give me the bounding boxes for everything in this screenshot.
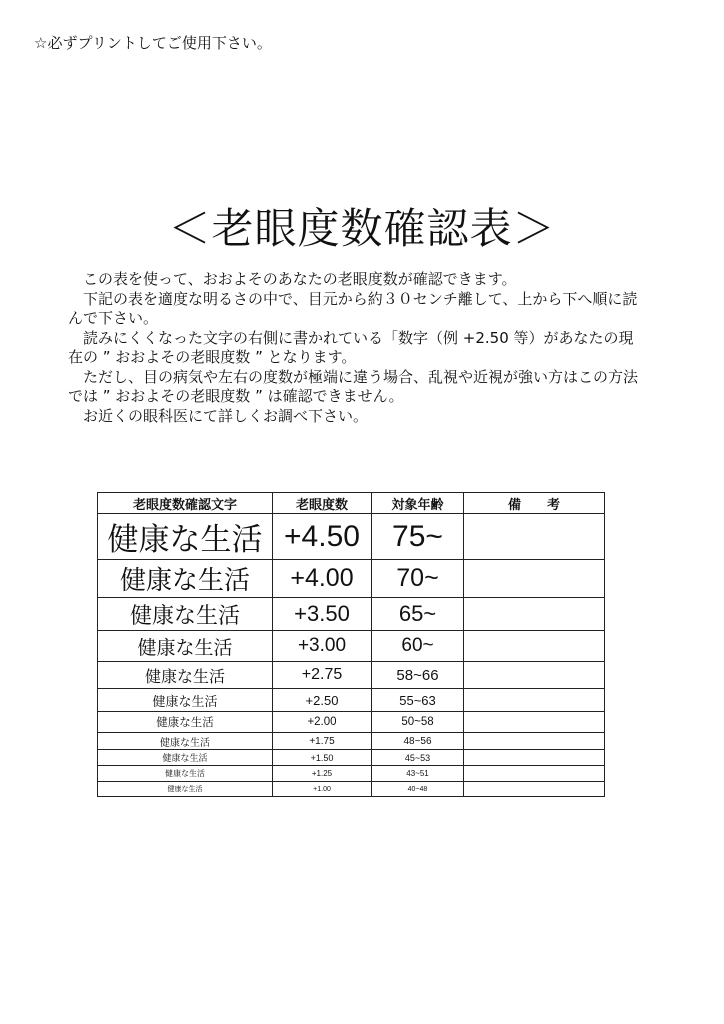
power-value: +2.00	[273, 712, 372, 733]
power-value: +1.75	[273, 733, 372, 750]
age-range: 55~63	[372, 689, 464, 712]
test-text: 健康な生活	[98, 782, 273, 797]
age-range: 75~	[372, 514, 464, 560]
test-text: 健康な生活	[98, 514, 273, 560]
remarks-cell	[464, 766, 605, 782]
table-row	[98, 750, 605, 766]
test-text: 健康な生活	[98, 733, 273, 750]
test-text: 健康な生活	[98, 560, 273, 598]
remarks-cell	[464, 733, 605, 750]
age-range: 48~56	[372, 733, 464, 750]
table-row	[98, 631, 605, 662]
intro-text	[68, 270, 648, 426]
power-value: +1.00	[273, 782, 372, 797]
reading-test-table	[97, 492, 605, 797]
age-range: 58~66	[372, 662, 464, 689]
age-range: 50~58	[372, 712, 464, 733]
remarks-cell	[464, 750, 605, 766]
table-row	[98, 662, 605, 689]
intro-paragraph: お近くの眼科医にて詳しくお調べ下さい。	[68, 406, 369, 425]
age-range: 60~	[372, 631, 464, 662]
remarks-cell	[464, 712, 605, 733]
power-value: +3.00	[273, 631, 372, 662]
table-row	[98, 598, 605, 631]
power-value: +2.75	[273, 662, 372, 689]
remarks-cell	[464, 689, 605, 712]
intro-paragraph: ただし、目の病気や左右の度数が極端に違う場合、乱視や近視が強い方はこの方法では ” おおよその老眼度数 ” は確認できません。	[68, 367, 639, 405]
test-text: 健康な生活	[98, 631, 273, 662]
power-value: +3.50	[273, 598, 372, 631]
page-title: ＜老眼度数確認表＞	[168, 204, 556, 253]
age-range: 43~51	[372, 766, 464, 782]
table-row	[98, 689, 605, 712]
test-text: 健康な生活	[98, 598, 273, 631]
table-row	[98, 766, 605, 782]
table-row	[98, 560, 605, 598]
test-text: 健康な生活	[98, 662, 273, 689]
test-text: 健康な生活	[98, 689, 273, 712]
header-power: 老眼度数	[273, 493, 372, 514]
remarks-cell	[464, 782, 605, 797]
power-value: +1.25	[273, 766, 372, 782]
print-note: ☆必ずプリントしてご使用下さい。	[34, 34, 272, 52]
power-value: +1.50	[273, 750, 372, 766]
test-text: 健康な生活	[98, 750, 273, 766]
power-value: +4.00	[273, 560, 372, 598]
age-range: 40~48	[372, 782, 464, 797]
intro-paragraph: 下記の表を適度な明るさの中で、目元から約３０センチ離して、上から下へ順に読んで下さい。	[68, 289, 638, 327]
remarks-cell	[464, 560, 605, 598]
intro-paragraph: この表を使って、おおよそのあなたの老眼度数が確認できます。	[68, 270, 517, 288]
remarks-cell	[464, 598, 605, 631]
age-range: 45~53	[372, 750, 464, 766]
table-row	[98, 782, 605, 797]
remarks-cell	[464, 662, 605, 689]
remarks-cell	[464, 514, 605, 560]
header-remarks: 備 考	[464, 493, 605, 514]
power-value: +4.50	[273, 514, 372, 560]
table-row	[98, 514, 605, 560]
age-range: 65~	[372, 598, 464, 631]
remarks-cell	[464, 631, 605, 662]
age-range: 70~	[372, 560, 464, 598]
table-row	[98, 733, 605, 750]
table-row	[98, 712, 605, 733]
header-age: 対象年齢	[372, 493, 464, 514]
table-header-row	[98, 493, 605, 514]
header-test-text: 老眼度数確認文字	[98, 493, 273, 514]
intro-paragraph: 読みにくくなった文字の右側に書かれている「数字（例 +2.50 等）があなたの現在の ” おおよその老眼度数 ” となります。	[68, 328, 634, 366]
test-text: 健康な生活	[98, 766, 273, 782]
test-text: 健康な生活	[98, 712, 273, 733]
power-value: +2.50	[273, 689, 372, 712]
